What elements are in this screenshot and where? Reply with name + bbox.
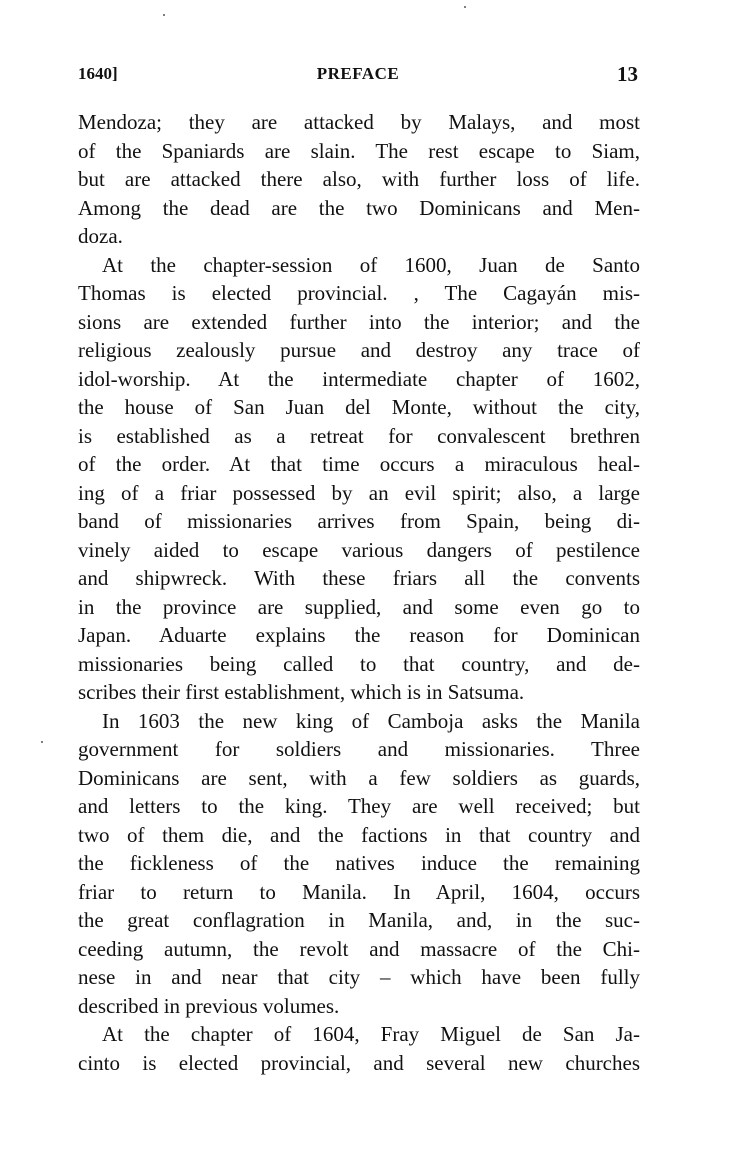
running-header (78, 62, 638, 86)
text-line: ceeding autumn, the revolt and massacre of the Chi- (78, 936, 640, 961)
text-line: Japan. Aduarte explains the reason for Dominican (78, 623, 640, 647)
text-line: scribes their first establishment, which is in Satsuma. (78, 680, 525, 704)
text-line: of the Spaniards are slain. The rest escape to Siam, (78, 138, 640, 163)
text-line: At the chapter-session of 1600, Juan de Santo (102, 252, 640, 277)
text-line: described in previous volumes. (78, 993, 340, 1018)
text-line: Dominicans are sent, with a few soldiers as guards, (78, 765, 640, 790)
text-line: religious zealously pursue and destroy any trace of (78, 338, 640, 362)
text-line: ing of a friar possessed by an evil spirit; also, a large (78, 480, 640, 505)
text-line: government for soldiers and missionaries. Three (78, 737, 640, 761)
scan-speck (464, 6, 466, 8)
text-line: and letters to the king. They are well received; but (78, 794, 640, 818)
text-line: the house of San Juan del Monte, without the city, (78, 395, 640, 419)
text-line: is established as a retreat for convalescent brethren (78, 423, 640, 448)
text-line: In 1603 the new king of Camboja asks the Manila (102, 708, 640, 733)
text-line: but are attacked there also, with further loss of life. (78, 167, 640, 191)
text-line: cinto is elected provincial, and several new churches (78, 1050, 640, 1075)
text-line: idol-worship. At the intermediate chapter of 1602, (78, 366, 640, 391)
text-line: vinely aided to escape various dangers of pestilence (78, 537, 640, 562)
scan-speck (163, 14, 165, 16)
page-number: 13 (617, 62, 638, 86)
text-line: the great conflagration in Manila, and, in the suc- (78, 908, 640, 932)
text-line: missionaries being called to that country, and de- (78, 651, 640, 676)
text-line: doza. (78, 224, 123, 248)
text-line: sions are extended further into the interior; and the (78, 309, 640, 334)
text-line: and shipwreck. With these friars all the convents (78, 566, 640, 590)
text-line: Mendoza; they are attacked by Malays, and most (78, 110, 640, 134)
text-line: band of missionaries arrives from Spain, being di- (78, 509, 640, 533)
text-line: Thomas is elected provincial. , The Cagayán mis- (78, 281, 640, 305)
text-line: two of them die, and the factions in that country and (78, 822, 640, 847)
text-line: nese in and near that city – which have been fully (78, 965, 640, 989)
header-title: PREFACE (316, 64, 400, 83)
text-line: of the order. At that time occurs a miraculous heal- (78, 452, 640, 476)
text-line: Among the dead are the two Dominicans and Men- (78, 195, 640, 220)
text-line: the fickleness of the natives induce the remaining (78, 851, 640, 875)
text-line: friar to return to Manila. In April, 1604, occurs (78, 879, 640, 904)
scan-speck (41, 741, 43, 743)
text-line: At the chapter of 1604, Fray Miguel de San Ja- (102, 1022, 640, 1046)
body-text (78, 108, 640, 1077)
header-year: 1640] (78, 64, 118, 83)
text-line: in the province are supplied, and some even go to (78, 594, 640, 619)
